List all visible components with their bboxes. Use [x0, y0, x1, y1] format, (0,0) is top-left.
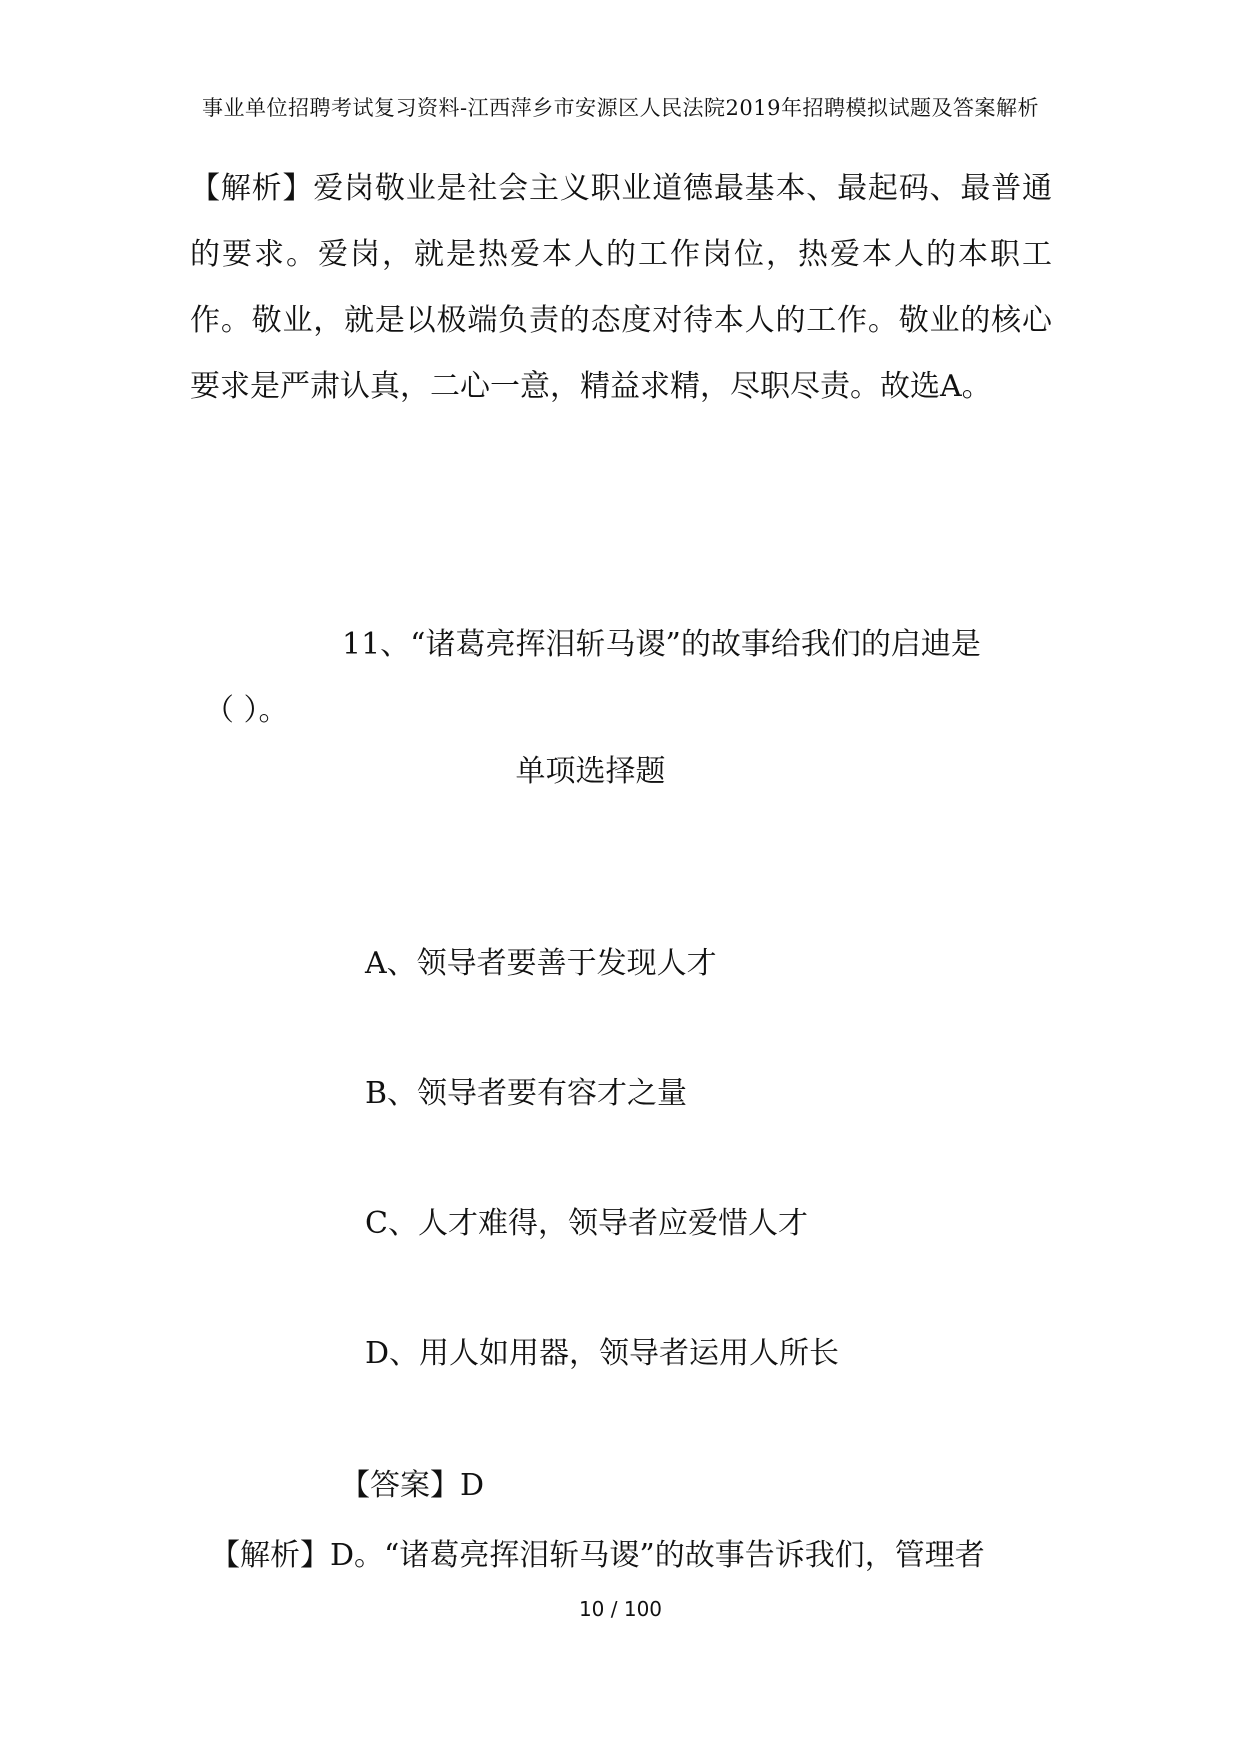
- option-a: A、领导者要善于发现人才: [365, 946, 717, 981]
- question-type-text: 单项选择题: [515, 754, 666, 789]
- question-text: 11、“诸葛亮挥泪斩马谡”的故事给我们的启迪是: [342, 627, 981, 662]
- page-header: 事业单位招聘考试复习资料-江西萍乡市安源区人民法院2019年招聘模拟试题及答案解析: [201, 96, 1040, 120]
- question-blank: （ ）。: [204, 693, 289, 728]
- previous-analysis-paragraph: 【解析】爱岗敬业是社会主义职业道德最基本、最起码、最普通的要求。爱岗，就是热爱本人的工作岗位，热爱本人的本职工作。敬业，就是以极端负责的态度对待本人的工作。敬业的核心要求是严肃认真，二心一意，精益求精，尽职尽责。故选A。: [190, 171, 1052, 404]
- option-d: D、用人如用器，领导者运用人所长: [365, 1336, 840, 1371]
- question-stem: [190, 612, 1052, 744]
- page-number: 10 / 100: [578, 1597, 663, 1621]
- analysis-paragraph: 【解析】D。“诸葛亮挥泪斩马谡”的故事告诉我们，管理者: [210, 1538, 985, 1573]
- option-b: B、领导者要有容才之量: [365, 1076, 688, 1111]
- option-c: C、人才难得，领导者应爱惜人才: [365, 1206, 808, 1241]
- question-type-label: [0, 750, 1241, 794]
- answer-line: 【答案】D: [340, 1468, 485, 1503]
